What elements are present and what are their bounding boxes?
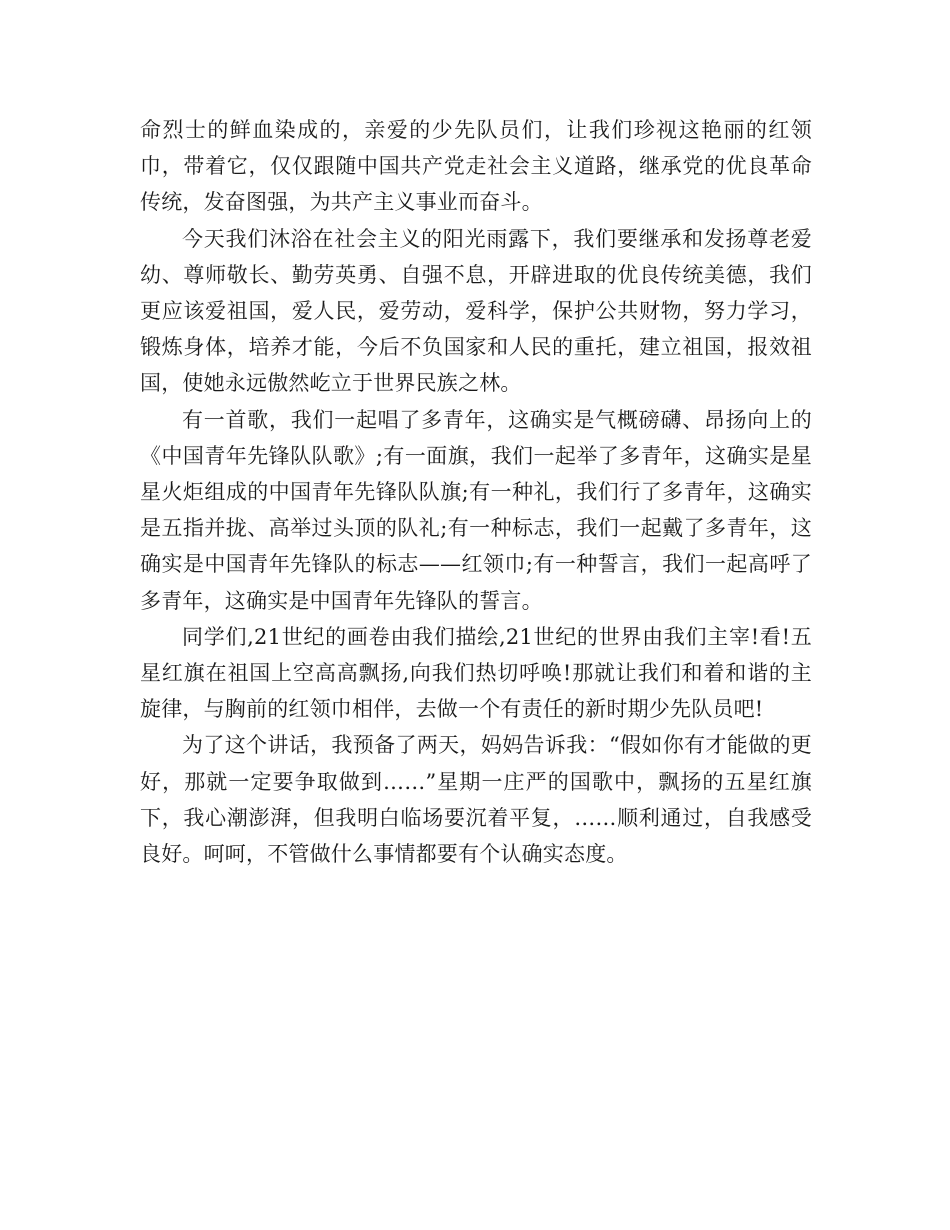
- paragraph-1: 命烈士的鲜血染成的，亲爱的少先队员们，让我们珍视这艳丽的红领巾，带着它，仅仅跟随中国共产党走社会主义道路，继承党的优良革命传统，发奋图强，为共产主义事业而奋斗。: [140, 118, 812, 215]
- paragraph-5: 为了这个讲话，我预备了两天，妈妈告诉我：“假如你有才能做的更好，那就一定要争取做到……”星期一庄严的国歌中，飘扬的五星红旗下，我心潮澎湃，但我明白临场要沉着平复，……顺利通过，自我感受良好。呵呵，不管做什么事情都要有个认确实态度。: [140, 733, 812, 867]
- document-body: [140, 112, 812, 872]
- paragraph-4: 同学们,21世纪的画卷由我们描绘,21世纪的世界由我们主宰!看!五星红旗在祖国上空高高飘扬,向我们热切呼唤!那就让我们和着和谐的主旋律，与胸前的红领巾相伴，去做一个有责任的新时期少先队员吧!: [140, 624, 812, 722]
- paragraph-3: 有一首歌，我们一起唱了多青年，这确实是气概磅礴、昂扬向上的《中国青年先锋队队歌》;有一面旗，我们一起举了多青年，这确实是星星火炬组成的中国青年先锋队队旗;有一种礼，我们行了多青年，这确实是五指并拢、高举过头顶的队礼;有一种标志，我们一起戴了多青年，这确实是中国青年先锋队的标志——红领巾;有一种誓言，我们一起高呼了多青年，这确实是中国青年先锋队的誓言。: [140, 407, 812, 613]
- paragraph-2: 今天我们沐浴在社会主义的阳光雨露下，我们要继承和发扬尊老爱幼、尊师敬长、勤劳英勇、自强不息，开辟进取的优良传统美德，我们更应该爱祖国，爱人民，爱劳动，爱科学，保护公共财物，努力学习，锻炼身体，培养才能，今后不负国家和人民的重托，建立祖国，报效祖国，使她永远傲然屹立于世界民族之林。: [140, 226, 812, 396]
